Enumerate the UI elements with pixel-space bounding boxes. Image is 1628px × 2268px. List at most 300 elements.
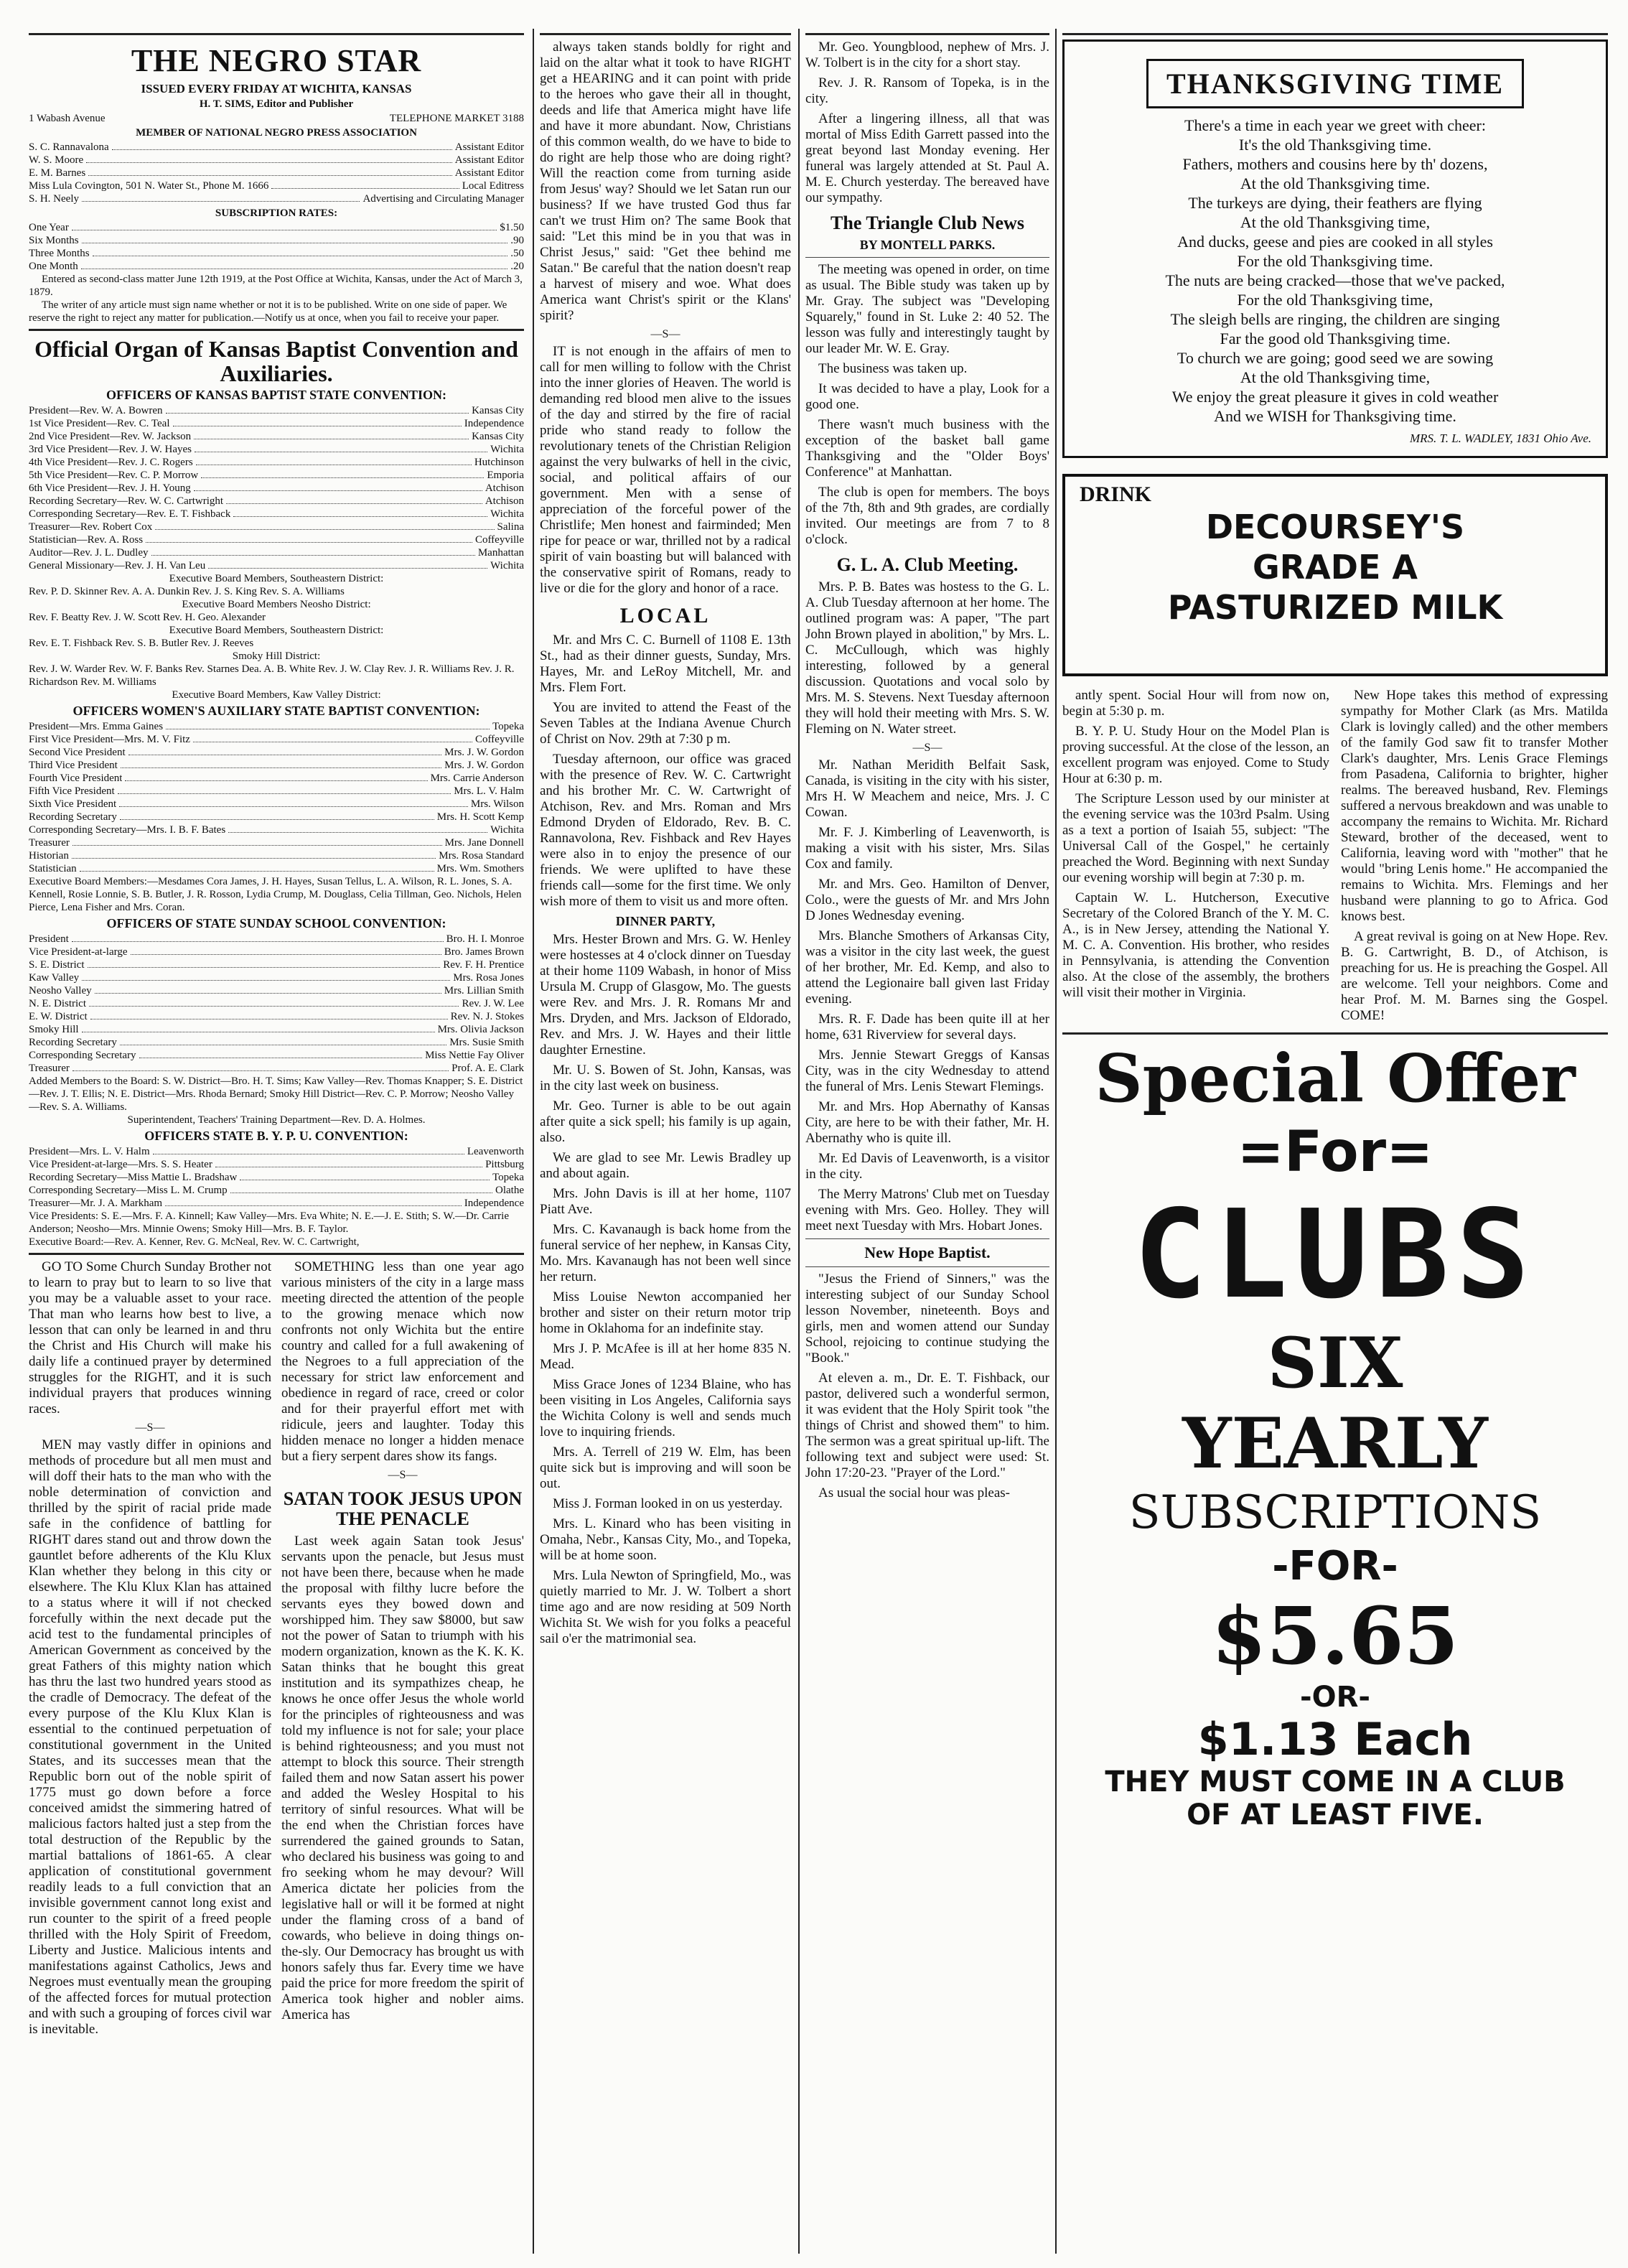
officer-row-value: Coffeyville — [474, 534, 524, 546]
womens-row — [29, 746, 524, 759]
rate-row-label: One Year — [29, 222, 69, 233]
officer-row-value: Atchison — [485, 482, 524, 494]
offer-yearly: YEARLY — [1182, 1403, 1488, 1484]
gla-text: Mrs. P. B. Bates was hostess to the G. L. A. Club Tuesday afternoon at her home. The outlined program was: A paper, "The part John Brown played in abolition," by Mrs. L. C. McCullough, which was highly interesting, followed by a general discussion. Quotations and vocal solo by Mrs. M. S. Stevens. Next Tuesday afternoon they will hold their meeting with Mrs. S. W. Fleming on N. Water street. — [805, 579, 1049, 737]
article-klan: MEN may vastly differ in opinions and methods of procedure but all men must and will doff their hats to the man who with the noble determination of conviction and thrilled by the spirit of racial pride made safe in the confidence of battling for RIGHT dares stand out and throw down the gauntlet before adherents of the Klu Klux Klan whether they belong in this city or elsewhere. The Klu Klux Klan has attained to a status where it will if not checked forcefully within the next decade put the acid test to the fundamental principles of American Government as conceived by the great Fathers of this mighty nation which has thru the last two hundred years stood as the cradle of Democracy. The defeat of the every purpose of the Klu Klux Klan is essential to the continued perpetuation of constitutional government in the United States, and its successes mean that the Republic born out of the noble spirit of 1775 must go down before a force conceived amidst the simmering hatred of malicious factors halted just a step from the total destruction of the Republic by the martial battalions of 1861-65. A clear application of constitutional government readily leads to a full conviction that an invisible government cannot long exist and run counter to the spirit of a freed people thrilled with the Holy Spirit of Freedom, Liberty and Justice. Malicious intents and manifestations against Catholics, Jews and Negroes must eventually mean the grouping of the affected forces for mutual protection and with such a grouping of forces civil war is inevitable. — [29, 1437, 271, 2037]
sunday-row — [29, 946, 524, 958]
leader-dots — [95, 984, 441, 994]
womens-row — [29, 798, 524, 811]
staff-row-label: Miss Lula Covington, 501 N. Water St., Phone M. 1666 — [29, 180, 269, 192]
local-item: Mrs. R. F. Dade has been quite ill at her home, 631 Riverview for several days. — [805, 1012, 1049, 1042]
womens-row-value: Mrs. Wm. Smothers — [436, 863, 524, 874]
separator: —S— — [650, 328, 680, 340]
newhope-cont-item: A great revival is going on at New Hope. Rev. B. G. Cartwright, B. D., of Atchison, is preaching for us. He is preaching the Gospel. All are welcome. Tell your neighbors. Come and hear Prof. M. M. Barnes sing the Gospel. COME! — [1341, 929, 1608, 1023]
leader-dots — [146, 533, 472, 543]
masthead-address: 1 Wabash Avenue — [29, 113, 106, 124]
officer-row-label: General Missionary—Rev. J. H. Van Leu — [29, 560, 206, 571]
newhope-continued — [1062, 688, 1608, 1028]
womens-row-value: Topeka — [492, 721, 524, 732]
triangle-item: The club is open for members. The boys of the 7th, 8th and 9th grades, are cordially invited. Our meetings are from 7 to 8 o'clock. — [805, 485, 1049, 547]
thanksgiving-box — [1062, 39, 1608, 458]
sunday-row-label: Kaw Valley — [29, 972, 80, 984]
rule — [805, 257, 1049, 258]
rates-title: SUBSCRIPTION RATES: — [215, 207, 338, 219]
bypu-list — [29, 1145, 524, 1210]
sunday-row — [29, 984, 524, 997]
rule — [805, 1266, 1049, 1267]
offer-at-least: OF AT LEAST FIVE. — [1187, 1798, 1484, 1831]
womens-row-value: Mrs. Wilson — [470, 798, 524, 810]
sunday-row-value: Rev. J. W. Lee — [462, 998, 524, 1009]
triangle-item: It was decided to have a play, Look for a good one. — [805, 381, 1049, 412]
top-rule — [805, 33, 1049, 35]
leader-dots — [173, 417, 462, 426]
officer-row-label: Corresponding Secretary—Rev. E. T. Fishback — [29, 508, 231, 520]
triangle-item: The business was taken up. — [818, 361, 968, 376]
article-continued: always taken stands boldly for right and laid on the altar what it took to have RIGHT get a HEARING and it can point with pride to the heroes who gave their all in thought, deeds and life that America might have life and have it more abundant. Now, Christians of this common wealth, do we have to bide to do right are help those who are doing right? Will the reaction come from turning aside from Jesus' way? Should we let Satan run our business? If we have trusted God thus far can't we trust Him on? The same Book that said: "Let this mind be in you that was in Christ Jesus," said: "Get thee behind me Satan." Be careful that the nation doesn't reap a harvest of misery and woe. What does America want Christ's spirit or the Klans' spirit? — [540, 39, 791, 323]
top-rule — [540, 33, 791, 35]
poem-line: Fathers, mothers and cousins here by th' dozens, — [1182, 155, 1488, 173]
leader-dots — [151, 546, 475, 556]
newhope-cont-item: Captain W. L. Hutcherson, Executive Secretary of the Colored Branch of the Y. M. C. A., is in New Jersey, attending the National Y. M. C. A. Convention. His brother, who resides in Pennsylvania, is attending the Convention also. At the close of the assembly, the brothers will visit their mother in Virginia. — [1062, 890, 1329, 1000]
smoky-hill: Smoky Hill District: — [232, 650, 321, 662]
local-item: You are invited to attend the Feast of the Seven Tables at the Indiana Avenue Church of Christ on Nov. 29th at 7:30 p m. — [540, 700, 791, 747]
officer-row-value: Wichita — [490, 560, 524, 571]
exec-southeast-names: Rev. P. D. Skinner Rev. A. A. Dunkin Rev. J. S. King Rev. S. A. Williams — [29, 586, 345, 597]
rate-row — [29, 260, 524, 273]
sunday-row-label: Treasurer — [29, 1063, 70, 1074]
officer-row — [29, 521, 524, 533]
womens-row-label: Sixth Vice President — [29, 798, 117, 810]
newhope-items — [805, 1271, 1049, 1501]
staff-row-value: Assistant Editor — [454, 154, 524, 166]
leader-dots — [72, 221, 497, 230]
local-item: Mr. and Mrs. Geo. Hamilton of Denver, Colo., were the guests of Mr. and Mrs John D Jones Wednesday evening. — [805, 877, 1049, 923]
exec-southwest-names: Rev. E. T. Fishback Rev. S. B. Butler Rev. J. Reeves — [29, 638, 254, 649]
leader-dots — [240, 1171, 490, 1180]
staff-row-value: Assistant Editor — [454, 141, 524, 153]
local-item: Mrs. Jennie Stewart Greggs of Kansas City, was in the city Wednesday to attend the funeral of Mrs. Lenis Stewart Flemings. — [805, 1047, 1049, 1094]
staff-row-label: S. H. Neely — [29, 193, 79, 205]
officer-row-value: Kansas City — [472, 431, 524, 442]
column-rule-1 — [533, 29, 534, 2254]
leader-dots — [139, 1049, 423, 1058]
satan-heading: SATAN TOOK JESUS UPON THE PENACLE — [283, 1488, 523, 1529]
local-item: Mrs. Blanche Smothers of Arkansas City, was a visitor in the city last week, the guest of her brother, Mr. Ed. Kemp, and also to attend the Legionaire ball given last Friday evening. — [805, 928, 1049, 1007]
bypu-row — [29, 1197, 524, 1210]
newhope-heading: New Hope Baptist. — [864, 1243, 991, 1261]
local-item: Mrs. Hester Brown and Mrs. G. W. Henley were hostesses at 4 o'clock dinner on Tuesday at their home 1109 Wabash, in honor of Miss Ursula M. Crupp of Glasgow, Mo. The guests were Rev. and Mrs. J. R. Romans Mr and Mrs. Dryden, and Mrs. Jackson of Eldorado, Rev. and Mrs. J. W. Hayes and their little daughter Ernestine. — [540, 932, 791, 1058]
leader-dots — [82, 971, 450, 981]
sunday-list — [29, 933, 524, 1075]
officer-row-value: Wichita — [490, 444, 524, 455]
sunday-row-label: Neosho Valley — [29, 985, 92, 997]
exec-neosho-names: Rev. F. Beatty Rev. J. W. Scott Rev. H. Geo. Alexander — [29, 612, 266, 623]
local-item: Mr. U. S. Bowen of St. John, Kansas, was in the city last week on business. — [540, 1063, 791, 1093]
offer-must-come: THEY MUST COME IN A CLUB — [1105, 1765, 1566, 1798]
staff-row-label: S. C. Rannavalona — [29, 141, 109, 153]
leader-dots — [82, 1023, 435, 1032]
poem-line: The turkeys are dying, their feathers are flying — [1188, 194, 1482, 212]
column-rule-2 — [798, 29, 800, 2254]
smoky-hill-names: Rev. J. W. Warder Rev. W. F. Banks Rev. Starnes Dea. A. B. White Rev. J. W. Clay Rev. J. R. Williams Rev. J. R. Richardson Rev. M. Williams — [29, 663, 515, 688]
column-1 — [29, 29, 524, 2254]
convention-rule — [29, 1253, 524, 1255]
offer-or: -OR- — [1299, 1681, 1370, 1714]
staff-row — [29, 154, 524, 167]
staff-row — [29, 179, 524, 192]
sunday-row — [29, 997, 524, 1010]
teachers-dept: Superintendent, Teachers' Training Department—Rev. D. A. Holmes. — [127, 1114, 426, 1126]
officer-row — [29, 495, 524, 508]
newhope-cont-item: B. Y. P. U. Study Hour on the Model Plan is proving successful. At the close of the lesson, an excellent program was enjoyed. Come to Study Hour at 6:30 p. m. — [1062, 724, 1329, 786]
officer-row — [29, 482, 524, 495]
local-item: Mr. Geo. Turner is able to be out again after quite a sick spell; his family is up again, also. — [540, 1098, 791, 1145]
poem-line: At the old Thanksgiving time, — [1240, 368, 1431, 386]
officer-row — [29, 456, 524, 469]
local-item: Miss Grace Jones of 1234 Blaine, who has been visiting in Los Angeles, California says the Wichita Colony is well and sends much love to inquiring friends. — [540, 1377, 791, 1439]
officer-row — [29, 546, 524, 559]
exec-southeast: Executive Board Members, Southeastern District: — [169, 573, 384, 584]
local-item: Mrs. L. Kinard who has been visiting in Omaha, Nebr., Kansas City, Mo., and Topeka, will be at home soon. — [540, 1516, 791, 1563]
womens-row — [29, 849, 524, 862]
masthead-title: THE NEGRO STAR — [131, 43, 422, 78]
rates-list — [29, 221, 524, 273]
staff-row — [29, 167, 524, 179]
local-items — [540, 633, 791, 910]
local-item: We are glad to see Mr. Lewis Bradley up and about again. — [540, 1150, 791, 1181]
womens-row-label: President—Mrs. Emma Gaines — [29, 721, 164, 732]
staff-row-value: Local Editress — [462, 180, 524, 192]
leader-dots — [121, 759, 441, 768]
triangle-item: The meeting was opened in order, on time as usual. The Bible study was taken up by Mr. Gray. The subject was "Developing Squarely," found in St. Luke 2: 40 52. The lesson was fully and interestingly taught by our leader Mr. W. E. Gray. — [805, 262, 1049, 356]
offer-clubs: CLUBS — [1133, 1184, 1537, 1326]
sunday-row — [29, 1036, 524, 1049]
separator: —S— — [135, 1422, 165, 1434]
sunday-row-value: Rev. F. H. Prentice — [443, 959, 524, 971]
masthead-telephone: TELEPHONE MARKET 3188 — [389, 113, 524, 124]
bypu-row — [29, 1145, 524, 1158]
masthead-member: MEMBER OF NATIONAL NEGRO PRESS ASSOCIATION — [136, 127, 417, 139]
staff-row — [29, 141, 524, 154]
newhope-cont-right — [1341, 688, 1608, 1028]
leader-dots — [86, 154, 452, 163]
sunday-row — [29, 1062, 524, 1075]
leader-dots — [72, 933, 444, 942]
sunday-row-value: Mrs. Olivia Jackson — [437, 1024, 524, 1035]
newhope-cont-left — [1062, 688, 1329, 1028]
leader-dots — [165, 1197, 462, 1206]
rate-row-label: One Month — [29, 261, 78, 272]
poem-line: For the old Thanksgiving time. — [1237, 252, 1433, 270]
officer-row-label: 3rd Vice President—Rev. J. W. Hayes — [29, 444, 192, 455]
sunday-row-value: Mrs. Lillian Smith — [444, 985, 524, 997]
officers-list — [29, 404, 524, 572]
bypu-row-label: Recording Secretary—Miss Mattie L. Bradshaw — [29, 1172, 238, 1183]
added-members: Added Members to the Board: S. W. District—Bro. H. T. Sims; Kaw Valley—Rev. Thomas Knapper; S. E. District—Rev. J. T. Ellis; N. E. District—Mrs. Rhoda Bernard; Smoky Hill District—Rev. C. P. Morrow; Neosho Valley—Rev. S. A. Williams. — [29, 1075, 523, 1113]
sunday-row-label: N. E. District — [29, 998, 86, 1009]
column-2 — [540, 29, 791, 2254]
article-something: SOMETHING less than one year ago various ministers of the city in a large mass meeting directed the attention of the people to the growing menace which now confronts not only Wichita but the entire country and called for a full awakening of the Negroes to a full appreciation of the necessary for strict law enforcement and obedience in regard of race, creed or color and for their prayerful effort met with ridicule, jeers and laughter. Today this hidden menace no longer a hidden menace but a fiery serpent dares show its fangs. — [281, 1259, 524, 1464]
poem-signature: MRS. T. L. WADLEY, 1831 Ohio Ave. — [1409, 431, 1591, 445]
leader-dots — [112, 141, 452, 150]
womens-row — [29, 811, 524, 823]
officer-row-label: Recording Secretary—Rev. W. C. Cartwright — [29, 495, 224, 507]
womens-row-value: Mrs. J. W. Gordon — [444, 747, 524, 758]
offer-subscriptions: SUBSCRIPTIONS — [1128, 1486, 1542, 1539]
leader-dots — [153, 1145, 464, 1154]
sunday-row-value: Mrs. Rosa Jones — [453, 972, 524, 984]
milk-ad — [1062, 474, 1608, 676]
officer-row-value: Independence — [464, 418, 524, 429]
convention-heading: Official Organ of Kansas Baptist Convention and Auxiliaries. — [34, 336, 518, 386]
bypu-exec: Executive Board:—Rev. A. Kenner, Rev. G. McNeal, Rev. W. C. Cartwright, — [29, 1236, 360, 1248]
womens-row-value: Coffeyville — [474, 734, 524, 745]
writer-notice: The writer of any article must sign name whether or not it is to be published. Write on one side of paper. We reserve the right to reject any matter for publication.—Notify us at once, when you fail to receive your paper. — [29, 299, 507, 324]
sunday-title: OFFICERS OF STATE SUNDAY SCHOOL CONVENTION: — [106, 916, 446, 930]
gla-heading: G. L. A. Club Meeting. — [836, 554, 1019, 575]
womens-row-label: Corresponding Secretary—Mrs. I. B. F. Bates — [29, 824, 226, 836]
womens-row-value: Mrs. J. W. Gordon — [444, 760, 524, 771]
womens-row-value: Wichita — [490, 824, 524, 836]
masthead-address-row — [29, 112, 524, 125]
bypu-row-value: Pittsburg — [485, 1159, 524, 1170]
leader-dots — [81, 260, 508, 269]
womens-row-label: Statistician — [29, 863, 77, 874]
leader-dots — [72, 1062, 449, 1071]
col3-items — [805, 39, 1049, 206]
milk-ad-brand: DECOURSEY'S — [1205, 508, 1465, 546]
local-item: After a lingering illness, all that was mortal of Miss Edith Garrett passed into the great beyond last Monday evening. Her funeral was largely attended at St. Paul A. M. E. Church yesterday. The bereaved have our sympathy. — [805, 111, 1049, 205]
triangle-byline: BY MONTELL PARKS. — [859, 238, 996, 252]
womens-row — [29, 862, 524, 875]
rate-row — [29, 247, 524, 260]
bypu-row-label: Treasurer—Mr. J. A. Markham — [29, 1198, 163, 1209]
newhope-item: At eleven a. m., Dr. E. T. Fishback, our pastor, delivered such a wonderful sermon, it was evident that the Holy Spirit took "the things of Christ and showed them" to him. The sermon was a great spiritual up-lift. The following text and subject were used: St. John 17:20-23. "Prayer of the Lord." — [805, 1371, 1049, 1480]
offer-price: $5.65 — [1211, 1590, 1459, 1682]
womens-row-value: Mrs. H. Scott Kemp — [436, 811, 524, 823]
sunday-row-label: S. E. District — [29, 959, 85, 971]
local-item: Mrs. A. Terrell of 219 W. Elm, has been quite sick but is improving and will soon be out. — [540, 1445, 791, 1491]
bypu-row-label: Vice President-at-large—Mrs. S. S. Heater — [29, 1159, 212, 1170]
officer-row-value: Wichita — [490, 508, 524, 520]
womens-row — [29, 720, 524, 733]
rate-row — [29, 221, 524, 234]
poem-line: There's a time in each year we greet with cheer: — [1184, 116, 1486, 134]
poem-line: At the old Thanksgiving time. — [1240, 174, 1431, 192]
top-rule — [1062, 33, 1608, 35]
leader-dots — [201, 469, 484, 478]
bypu-row — [29, 1171, 524, 1184]
womens-row — [29, 733, 524, 746]
sunday-row — [29, 971, 524, 984]
local-item: Tuesday afternoon, our office was graced with the presence of Rev. W. C. Cartwright and his brother Mr. C. W. Cartwright of Atchison, Rev. and Mrs. Roman and Mrs Edmond Dryden of Eldorado, Rev. B. C. Rannavolona, Rev. Fishback and Rev Hayes were also in to enjoy the presence of our friends. We were uplifted to have these friends call—some for the first time. We only wish more of them to visit us and more often. — [540, 752, 791, 909]
staff-row-value: Advertising and Circulating Manager — [362, 193, 524, 205]
leader-dots — [72, 849, 436, 859]
officer-row — [29, 533, 524, 546]
offer-title: Special Offer — [1095, 1040, 1576, 1117]
rate-row-value: .20 — [510, 261, 524, 272]
leader-dots — [82, 234, 508, 243]
bypu-row-label: Corresponding Secretary—Miss L. M. Crump — [29, 1185, 228, 1196]
local-items-2 — [540, 932, 791, 1647]
leader-dots — [208, 559, 487, 569]
officer-row — [29, 508, 524, 521]
local-item: The Merry Matrons' Club met on Tuesday evening with Mrs. Geo. Holley. They will meet next Tuesday with Mrs. Hobart Jones. — [805, 1187, 1049, 1233]
womens-row — [29, 772, 524, 785]
leader-dots — [233, 508, 487, 517]
womens-title: OFFICERS WOMEN'S AUXILIARY STATE BAPTIST CONVENTION: — [72, 704, 480, 718]
womens-row-value: Mrs. L. V. Halm — [454, 785, 524, 797]
leader-dots — [271, 179, 459, 189]
newhope-item: "Jesus the Friend of Sinners," was the interesting subject of our Sunday School lesson November, nineteenth. Boys and girls, men and women attend our Sunday School, rejoicing to continue studying the "Book." — [805, 1271, 1049, 1366]
leader-dots — [155, 521, 494, 530]
column-rule-3 — [1055, 29, 1057, 2254]
sunday-row-label: E. W. District — [29, 1011, 88, 1022]
sunday-row-label: Corresponding Secretary — [29, 1050, 136, 1061]
local-item: Mrs. Lula Newton of Springfield, Mo., was quietly married to Mr. J. W. Tolbert a short time ago and are now residing at 509 North Wichita St. We wish for you folks a peaceful sail o'er the matrimonial sea. — [540, 1568, 791, 1646]
bypu-row-label: President—Mrs. L. V. Halm — [29, 1146, 150, 1157]
poem-line: And ducks, geese and pies are cooked in all styles — [1177, 233, 1493, 251]
leader-dots — [215, 1158, 482, 1167]
rule — [805, 1238, 1049, 1239]
officer-row — [29, 469, 524, 482]
womens-exec: Executive Board Members:—Mesdames Cora James, J. H. Hayes, Susan Tellus, L. A. Wilson, R. L. Jones, S. A. Kennell, Rosie Lonnie, S. B. Butler, J. R. Rosson, Lydia Crump, M. Douglass, Celia Tillman, Geo. Nichols, Helen Pierce, Lena Fisher and Mrs. Coran. — [29, 876, 522, 913]
leader-dots — [195, 443, 487, 452]
thanksgiving-title: THANKSGIVING TIME — [1146, 59, 1524, 108]
masthead-rule — [29, 329, 524, 331]
local-item: Miss Louise Newton accompanied her brother and sister on their return motor trip home in Oklahoma for an indefinite stay. — [540, 1289, 791, 1336]
officer-row — [29, 443, 524, 456]
womens-row-label: First Vice President—Mrs. M. V. Fitz — [29, 734, 190, 745]
officer-row-label: Treasurer—Rev. Robert Cox — [29, 521, 153, 533]
masthead-issued: ISSUED EVERY FRIDAY AT WICHITA, KANSAS — [141, 82, 412, 95]
offer-rule — [1062, 1032, 1608, 1035]
sunday-row-label: Smoky Hill — [29, 1024, 79, 1035]
sunday-row-label: Recording Secretary — [29, 1037, 117, 1048]
womens-row-value: Mrs. Rosa Standard — [439, 850, 524, 862]
kaw-valley: Executive Board Members, Kaw Valley District: — [172, 689, 381, 701]
leader-dots — [166, 720, 490, 729]
rate-row-value: .50 — [510, 248, 524, 259]
poem-line: The nuts are being cracked—those that we've packed, — [1165, 271, 1505, 289]
womens-row-label: Fifth Vice President — [29, 785, 115, 797]
separator: —S— — [912, 742, 942, 754]
leader-dots — [118, 785, 452, 794]
bypu-title: OFFICERS STATE B. Y. P. U. CONVENTION: — [144, 1129, 408, 1143]
leader-dots — [120, 811, 434, 820]
bypu-vice-presidents: Vice Presidents: S. E.—Mrs. F. A. Kinnell; Kaw Valley—Mrs. Eva White; N. E.—J. E. Stith; S. W.—Dr. Carrie Anderson; Neosho—Mrs. Minnie Owens; Smoky Hill—Mrs. B. F. Taylor. — [29, 1210, 509, 1235]
milk-ad-product: PASTURIZED MILK — [1167, 588, 1503, 627]
womens-row — [29, 759, 524, 772]
dinner-party-heading: DINNER PARTY, — [615, 914, 716, 928]
offer-each: $1.13 Each — [1197, 1713, 1473, 1765]
womens-row-label: Third Vice President — [29, 760, 118, 771]
leader-dots — [194, 430, 469, 439]
sunday-row-value: Mrs. Susie Smith — [449, 1037, 524, 1048]
sunday-row — [29, 958, 524, 971]
womens-row — [29, 823, 524, 836]
column-4 — [1062, 29, 1608, 2254]
staff-list — [29, 141, 524, 205]
leader-dots — [90, 1010, 448, 1019]
womens-row-label: Historian — [29, 850, 69, 862]
womens-row-value: Mrs. Jane Donnell — [444, 837, 524, 849]
offer-six: SIX — [1267, 1322, 1403, 1404]
leader-dots — [226, 495, 482, 504]
leader-dots — [166, 404, 469, 414]
officer-row — [29, 559, 524, 572]
sunday-row-value: Rev. N. J. Stokes — [450, 1011, 524, 1022]
poem-line: At the old Thanksgiving time, — [1240, 213, 1431, 231]
masthead-publisher: H. T. SIMS, Editor and Publisher — [199, 98, 354, 110]
officer-row — [29, 430, 524, 443]
staff-row-label: E. M. Barnes — [29, 167, 86, 179]
local-item: Mr. F. J. Kimberling of Leavenworth, is making a visit with his sister, Mrs. Silas Cox and family. — [805, 825, 1049, 872]
separator: —S— — [388, 1469, 418, 1481]
local-item: Mr. and Mrs. Hop Abernathy of Kansas City, are here to be with their father, Mr. H. Abernathy who is quite ill. — [805, 1099, 1049, 1146]
leader-dots — [193, 733, 472, 742]
exec-neosho: Executive Board Members Neosho District: — [182, 599, 371, 610]
offer-for-2: -FOR- — [1272, 1543, 1398, 1590]
sunday-row-label: Vice President-at-large — [29, 946, 128, 958]
poem-line: To church we are going; good seed we are sowing — [1176, 349, 1494, 367]
leader-dots — [228, 823, 487, 833]
womens-row-value: Mrs. Carrie Anderson — [430, 773, 524, 784]
local-heading: LOCAL — [619, 604, 711, 627]
officer-row-value: Kansas City — [472, 405, 524, 416]
poem-line: Far the good old Thanksgiving time. — [1220, 330, 1451, 347]
womens-row-label: Second Vice President — [29, 747, 126, 758]
officer-row — [29, 417, 524, 430]
staff-row-value: Assistant Editor — [454, 167, 524, 179]
newhope-cont-item: New Hope takes this method of expressing sympathy for Mother Clark (as Mrs. Matilda Clark is lovingly called) and the other members of the family God saw fit to transfer Mother Clark's daughter, Mrs. Lenis Grace Flemings from Pasadena, California to brighter, higher realms. The bereaved husband, Rev. Flemings suffered a nervous breakdown and was unable to accompany the remains to Wichita. Mr. Richard Steward, brother of the deceased, went to California, leaving word with "mother" that he would "bring Lenis home." He accompanied the remains to Wichita. Mrs. Flemings and her husband were planning to go to Africa. God knows best. — [1341, 688, 1608, 924]
womens-row-label: Recording Secretary — [29, 811, 117, 823]
bypu-row-value: Topeka — [492, 1172, 524, 1183]
top-rule — [29, 33, 524, 35]
bypu-row — [29, 1184, 524, 1197]
thanksgiving-poem — [1079, 116, 1591, 426]
poem-line: And we WISH for Thanksgiving time. — [1214, 407, 1456, 425]
sunday-row — [29, 933, 524, 946]
local-item: Mr. Geo. Youngblood, nephew of Mrs. J. W. Tolbert is in the city for a short stay. — [805, 39, 1049, 70]
womens-list — [29, 720, 524, 875]
leader-dots — [88, 167, 452, 176]
rate-row-label: Six Months — [29, 235, 79, 246]
officer-row-value: Manhattan — [477, 547, 524, 559]
sunday-row — [29, 1023, 524, 1036]
article-red-blood: IT is not enough in the affairs of men to call for men willing to follow with the Christ into the inner glories of Heaven. The world is demanding red blood men alive to the issues of the day and stirred by the fire of racial pride who stand ready to follow the revolutionary tenets of the Christian Religion against the very bulwarks of hell in the civic, social, and political affairs of our government. Men with a sense of appreciation of the forceful power of the Christlife; Men honest and fairminded; Men ripe for peace or war, thrilled not by a radical spirit of vain boasting but will balanced with the conservative spirit of Romans, ready to live or die for the glory and honor of a race. — [540, 344, 791, 596]
local-item: Rev. J. R. Ransom of Topeka, is in the city. — [805, 75, 1049, 106]
local-item: Miss J. Forman looked in on us yesterday. — [553, 1496, 783, 1511]
local-item: Mr. Nathan Meridith Belfait Sask, Canada, is visiting in the city with his sister, Mrs H. W Meachem and neice, Mrs. J. C Cowan. — [805, 757, 1049, 820]
local-item: Mrs. C. Kavanaugh is back home from the funeral service of her nephew, in Kansas City, Mo. Mrs. Kavanaugh has not been well since her return. — [540, 1222, 791, 1284]
local-item: Mrs J. P. McAfee is ill at her home 835 N. Mead. — [540, 1341, 791, 1372]
milk-ad-drink: DRINK — [1080, 482, 1152, 506]
staff-row-label: W. S. Moore — [29, 154, 84, 166]
bypu-row-value: Independence — [464, 1198, 524, 1209]
leader-dots — [196, 456, 472, 465]
milk-ad-grade: GRADE A — [1253, 548, 1418, 587]
leader-dots — [230, 1184, 492, 1193]
local-item: Mrs. John Davis is ill at her home, 1107 Piatt Ave. — [540, 1186, 791, 1217]
womens-row-label: Fourth Vice President — [29, 773, 123, 784]
sunday-row — [29, 1010, 524, 1023]
officer-row-label: Statistician—Rev. A. Ross — [29, 534, 144, 546]
newhope-item: As usual the social hour was pleas- — [818, 1485, 1010, 1501]
officers-title: OFFICERS OF KANSAS BAPTIST STATE CONVENTION: — [106, 388, 446, 402]
column-3 — [805, 29, 1049, 2254]
